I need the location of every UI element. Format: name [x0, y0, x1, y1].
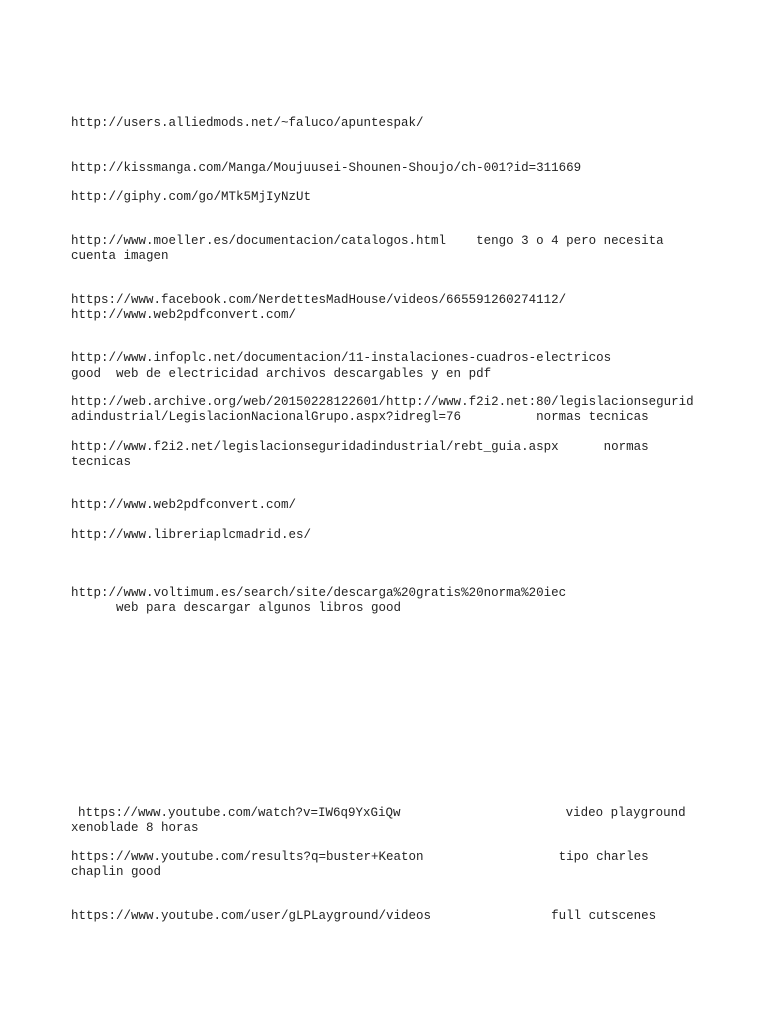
link-line[interactable]: http://www.f2i2.net/legislacionseguridadindustrial/rebt_guia.aspx normas: [71, 440, 649, 454]
link-line[interactable]: http://www.voltimum.es/search/site/descarga%20gratis%20norma%20iec: [71, 586, 567, 600]
note-line: tecnicas: [71, 455, 132, 469]
link-line[interactable]: http://www.libreriaplcmadrid.es/: [71, 528, 312, 542]
link-line[interactable]: https://www.facebook.com/NerdettesMadHouse/videos/665591260274112/: [71, 293, 567, 307]
link-line[interactable]: http://users.alliedmods.net/~faluco/apuntespak/: [71, 116, 424, 130]
note-line: xenoblade 8 horas: [71, 821, 199, 835]
link-line[interactable]: http://www.web2pdfconvert.com/: [71, 498, 297, 512]
link-line[interactable]: http://kissmanga.com/Manga/Moujuusei-Shounen-Shoujo/ch-001?id=311669: [71, 161, 582, 175]
link-line[interactable]: adindustrial/LegislacionNacionalGrupo.aspx?idregl=76 normas tecnicas: [71, 410, 649, 424]
link-line[interactable]: http://web.archive.org/web/20150228122601/http://www.f2i2.net:80/legislacionsegurid: [71, 395, 694, 409]
link-line[interactable]: http://giphy.com/go/MTk5MjIyNzUt: [71, 190, 312, 204]
link-line[interactable]: https://www.youtube.com/user/gLPLayground/videos full cutscenes: [71, 909, 657, 923]
note-line: good web de electricidad archivos descargables y en pdf: [71, 367, 492, 381]
link-line[interactable]: https://www.youtube.com/watch?v=IW6q9YxGiQw video playground: [78, 806, 686, 820]
link-line[interactable]: https://www.youtube.com/results?q=buster+Keaton tipo charles: [71, 850, 649, 864]
note-line: chaplin good: [71, 865, 162, 879]
note-line: cuenta imagen: [71, 249, 169, 263]
link-line[interactable]: http://www.moeller.es/documentacion/catalogos.html tengo 3 o 4 pero necesita: [71, 234, 664, 248]
link-line[interactable]: http://www.infoplc.net/documentacion/11-instalaciones-cuadros-electricos: [71, 351, 612, 365]
link-line[interactable]: http://www.web2pdfconvert.com/: [71, 308, 297, 322]
note-line: web para descargar algunos libros good: [71, 601, 402, 615]
